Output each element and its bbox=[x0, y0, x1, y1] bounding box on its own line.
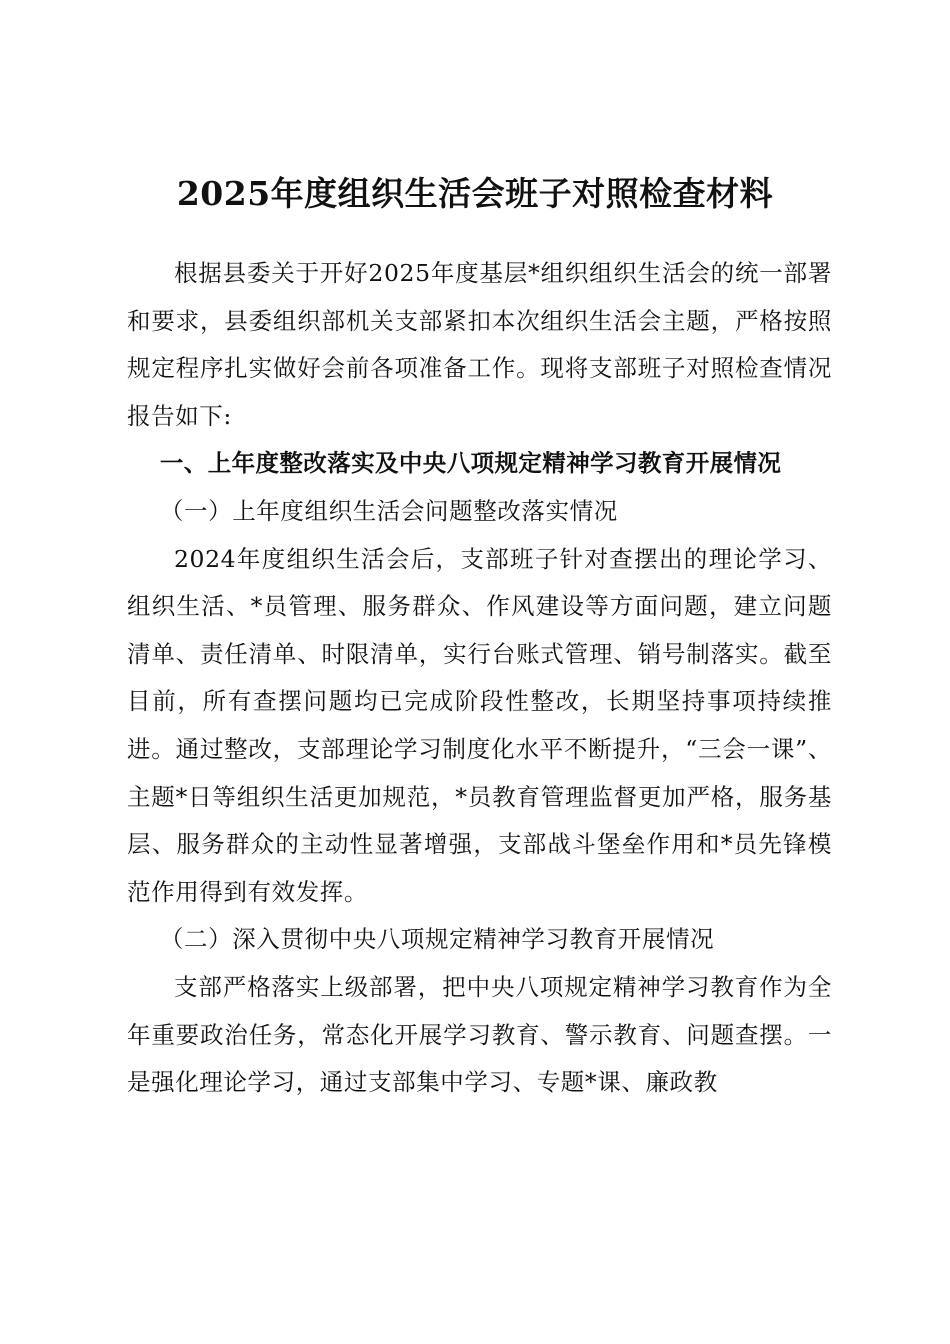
intro-paragraph: 根据县委关于开好2025年度基层*组织组织生活会的统一部署和要求，县委组织部机关支部紧扣本次组织生活会主题，严格按照规定程序扎实做好会前各项准备工作。现将支部班子对照检查情况报告如下: bbox=[127, 259, 832, 430]
subsection-1-heading: （一）上年度组织生活会问题整改落实情况 bbox=[159, 496, 618, 525]
document-body bbox=[127, 250, 832, 1107]
document-title: 2025年度组织生活会班子对照检查材料 bbox=[176, 174, 774, 213]
subsection-1-paragraph: 2024年度组织生活会后，支部班子针对查摆出的理论学习、组织生活、*员管理、服务群众、作风建设等方面问题，建立问题清单、责任清单、时限清单，实行台账式管理、销号制落实。截至目前，所有查摆问题均已完成阶段性整改，长期坚持事项持续推进。通过整改，支部理论学习制度化水平不断提升，“三会一课”、主题*日等组织生活更加规范，*员教育管理监督更加严格，服务基层、服务群众的主动性显著增强，支部战斗堡垒作用和*员先锋模范作用得到有效发挥。 bbox=[127, 544, 832, 906]
subsection-2-heading: （二）深入贯彻中央八项规定精神学习教育开展情况 bbox=[159, 925, 715, 954]
section-1-heading: 一、上年度整改落实及中央八项规定精神学习教育开展情况 bbox=[159, 449, 782, 478]
subsection-2-paragraph: 支部严格落实上级部署，把中央八项规定精神学习教育作为全年重要政治任务，常态化开展学习教育、警示教育、问题查摆。一是强化理论学习，通过支部集中学习、专题*课、廉政教 bbox=[127, 972, 832, 1097]
